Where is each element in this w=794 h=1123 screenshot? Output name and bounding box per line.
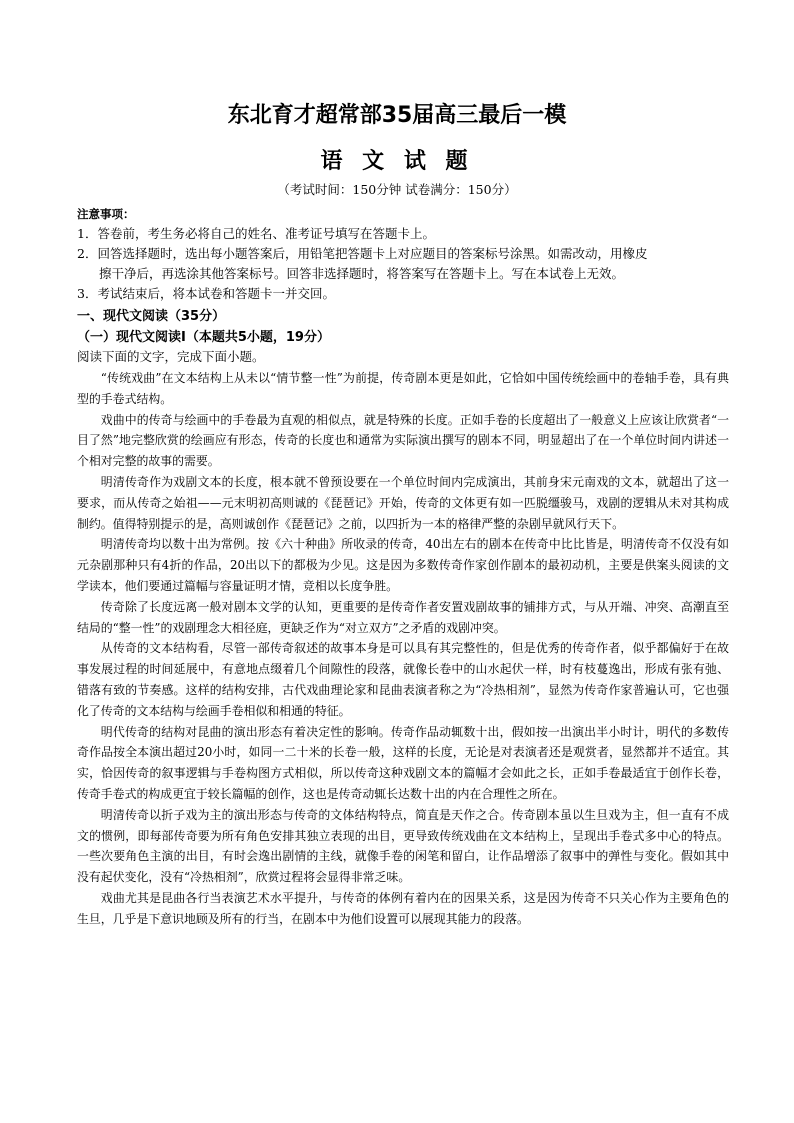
note-item: 1．答卷前，考生务必将自己的姓名、准考证号填写在答题卡上。 (77, 226, 435, 241)
article-paragraph: 戏曲中的传奇与绘画中的手卷最为直观的相似点，就是特殊的长度。正如手卷的长度超出了一般意义上应该让欣赏者“一目了然”地完整欣赏的绘画应有形态，传奇的长度也和通常为实际演出撰写的剧本不同，明显超出了在一个单位时间内讲述一个相对完整的故事的需要。 (77, 412, 729, 469)
article-paragraph: 从传奇的文本结构看，尽管一部传奇叙述的故事本身是可以具有其完整性的，但是优秀的传奇作者，似乎都偏好于在故事发展过程的时间延展中，有意地点缀着几个间隙性的段落，就像长卷中的山水起伏一样，时有枝蔓逸出，形成有张有弛、错落有致的节奏感。这样的结构安排，古代戏曲理论家和昆曲表演者称之为“冷热相剂”，显然为传奇作家普遍认可，它也强化了传奇的文本结构与绘画手卷相似和相通的特征。 (77, 641, 729, 718)
article-paragraph: 明代传奇的结构对昆曲的演出形态有着决定性的影响。传奇作品动辄数十出，假如按一出演出半小时计，明代的多数传奇作品按全本演出超过20小时，如同一二十米的长卷一般，这样的长度，无论是对表演者还是观赏者，显然都并不适宜。其实，恰因传奇的叙事逻辑与手卷构图方式相似，所以传奇这种戏剧文本的篇幅才会如此之长，正如手卷最适宜于创作长卷，传奇手卷式的构成更宜于较长篇幅的创作，这也是传奇动辄长达数十出的内在合理性之所在。 (77, 724, 729, 801)
section-heading: 一、现代文阅读（35分） (77, 309, 226, 324)
article-paragraph: “传统戏曲”在文本结构上从未以“情节整一性”为前提，传奇剧本更是如此，它恰如中国传统绘画中的卷轴手卷，具有典型的手卷式结构。 (77, 371, 729, 406)
note-item: 2．回答选择题时，选出每小题答案后，用铅笔把答题卡上对应题目的答案标号涂黑。如需改动，用橡皮 (77, 246, 648, 261)
exam-title: 东北育才超常部35届高三最后一模 (227, 103, 567, 128)
note-item: 3．考试结束后，将本试卷和答题卡一并交回。 (77, 286, 335, 301)
reading-instruction: 阅读下面的文字，完成下面小题。 (77, 349, 265, 364)
article-paragraph: 明清传奇以折子戏为主的演出形态与传奇的文体结构特点，简直是天作之合。传奇剧本虽以生旦戏为主，但一直有不成文的惯例，即每部传奇要为所有角色安排其独立表现的出目，更导致传统戏曲在文本结构上，呈现出手卷式多中心的特点。一些次要角色主演的出目，有时会逸出剧情的主线，就像手卷的闲笔和留白，让作品增添了叙事中的弹性与变化。假如其中没有起伏变化，没有“冷热相剂”，欣赏过程将会显得非常乏味。 (77, 807, 729, 885)
subject-title: 语 文 试 题 (320, 149, 474, 174)
article-paragraph: 明清传奇作为戏剧文本的长度，根本就不曾预设要在一个单位时间内完成演出，其前身宋元南戏的文本，就超出了这一要求，而从传奇之始祖——元末明初高则诚的《琵琶记》开始，传奇的文体更有如一匹脱缰骏马，戏剧的逻辑从未对其构成制约。值得特别提示的是，高则诚创作《琵琶记》之前，以四折为一本的格律严整的杂剧早就风行天下。 (77, 474, 729, 531)
subsection-heading: （一）现代文阅读Ⅰ（本题共5小题，19分） (77, 330, 330, 345)
notes-label: 注意事项： (77, 207, 135, 221)
article-paragraph: 传奇除了长度远离一般对剧本文学的认知，更重要的是传奇作者安置戏剧故事的铺排方式，与从开端、冲突、高潮直至结局的“整一性”的戏剧理念大相径庭，更缺乏作为“对立双方”之矛盾的戏剧冲突。 (77, 599, 729, 635)
note-item-continuation: 擦干净后，再选涂其他答案标号。回答非选择题时，将答案写在答题卡上。写在本试卷上无效。 (99, 266, 625, 281)
reading-article (77, 368, 729, 930)
article-paragraph: 戏曲尤其是昆曲各行当表演艺术水平提升，与传奇的体例有着内在的因果关系，这是因为传奇不只关心作为主要角色的生旦，几乎是下意识地顾及所有的行当，在剧本中为他们设置可以展现其能力的段落。 (77, 890, 729, 926)
article-paragraph: 明清传奇均以数十出为常例。按《六十种曲》所收录的传奇，40出左右的剧本在传奇中比比皆是，明清传奇不仅没有如元杂剧那种只有4折的作品，20出以下的都极为少见。这是因为多数传奇作家创作剧本的最初动机，主要是供案头阅读的文学读本，他们要通过篇幅与容量证明才情，竞相以长度争胜。 (77, 537, 729, 593)
notes-block (77, 204, 727, 304)
exam-info: （考试时间：150分钟 试卷满分：150分） (277, 182, 517, 197)
